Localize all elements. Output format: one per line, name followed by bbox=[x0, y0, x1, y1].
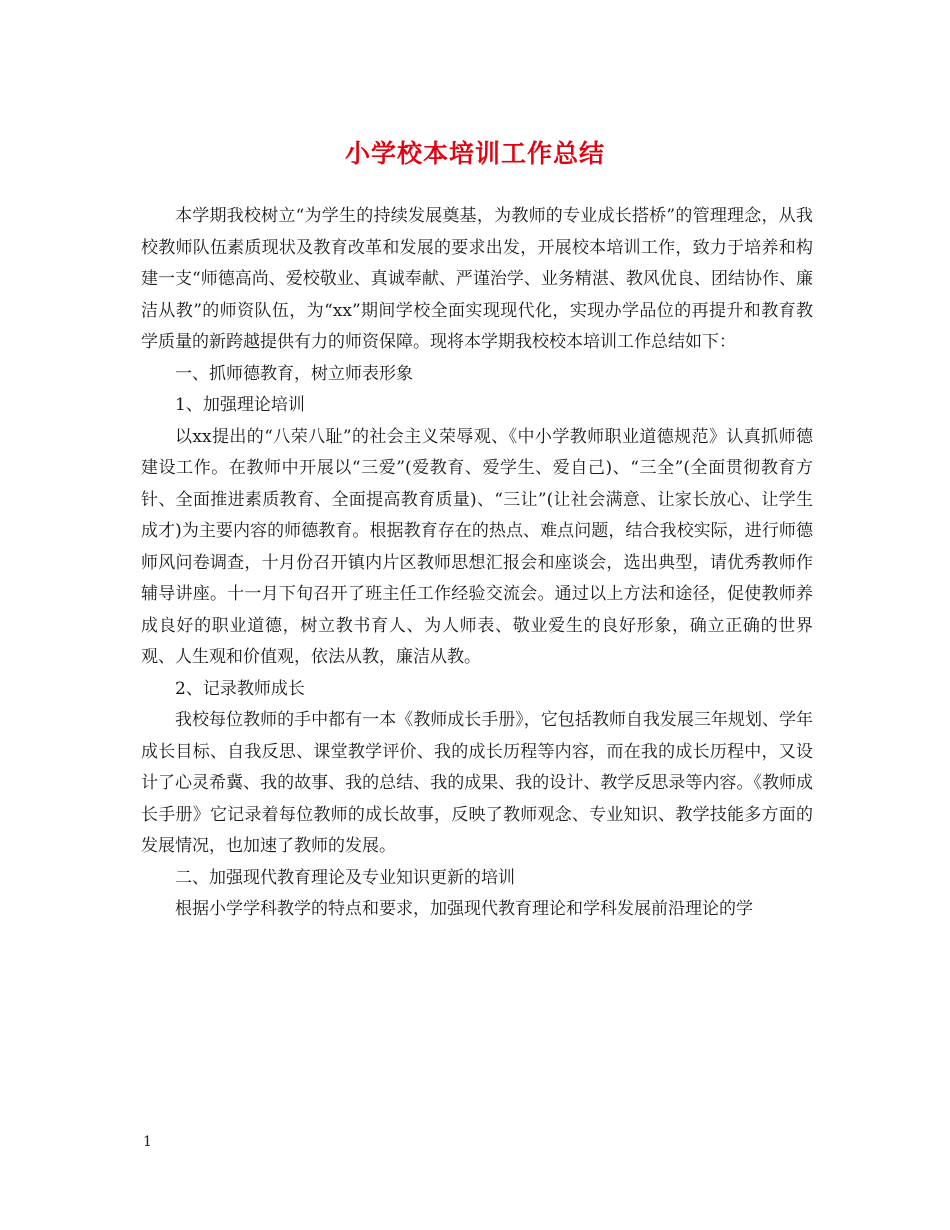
intro-paragraph: 本学期我校树立“为学生的持续发展奠基，为教师的专业成长搭桥”的管理理念，从我校教师队伍素质现状及教育改革和发展的要求出发，开展校本培训工作，致力于培养和构建一支“师德高尚、爱校敬业、真诚奉献、严谨治学、业务精湛、教风优良、团结协作、廉洁从教”的师资队伍，为“xx”期间学校全面实现现代化，实现办学品位的再提升和教育教学质量的新跨越提供有力的师资保障。现将本学期我校校本培训工作总结如下： bbox=[141, 206, 813, 352]
subsection-1-paragraph: 以xx提出的“八荣八耻”的社会主义荣辱观、《中小学教师职业道德规范》认真抓师德建设工作。在教师中开展以“三爱”(爱教育、爱学生、爱自己)、“三全”(全面贯彻教育方针、全面推进素质教育、全面提高教育质量)、“三让”(让社会满意、让家长放心、让学生成才)为主要内容的师德教育。根据教育存在的热点、难点问题，结合我校实际，进行师德师风问卷调查，十月份召开镇内片区教师思想汇报会和座谈会，选出典型，请优秀教师作辅导讲座。十一月下旬召开了班主任工作经验交流会。通过以上方法和途径，促使教师养成良好的职业道德，树立教书育人、为人师表、敬业爱生的良好形象，确立正确的世界观、人生观和价值观，依法从教，廉洁从教。 bbox=[141, 426, 813, 667]
document-body bbox=[141, 201, 813, 926]
section-2-paragraph: 根据小学学科教学的特点和要求，加强现代教育理论和学科发展前沿理论的学 bbox=[175, 899, 753, 919]
page-number: 1 bbox=[143, 1134, 152, 1150]
section-2-heading: 二、加强现代教育理论及专业知识更新的培训 bbox=[175, 867, 515, 888]
subsection-2-paragraph: 我校每位教师的手中都有一本《教师成长手册》，它包括教师自我发展三年规划、学年成长目标、自我反思、课堂教学评价、我的成长历程等内容，而在我的成长历程中，又设计了心灵希冀、我的故事、我的总结、我的成果、我的设计、教学反思录等内容。《教师成长手册》它记录着每位教师的成长故事，反映了教师观念、专业知识、教学技能多方面的发展情况，也加速了教师的发展。 bbox=[141, 710, 813, 856]
section-1-heading: 一、抓师德教育，树立师表形象 bbox=[175, 363, 413, 384]
subsection-2-heading: 2、记录教师成长 bbox=[175, 678, 305, 699]
document-title: 小学校本培训工作总结 bbox=[344, 139, 605, 168]
subsection-1-heading: 1、加强理论培训 bbox=[175, 395, 305, 415]
